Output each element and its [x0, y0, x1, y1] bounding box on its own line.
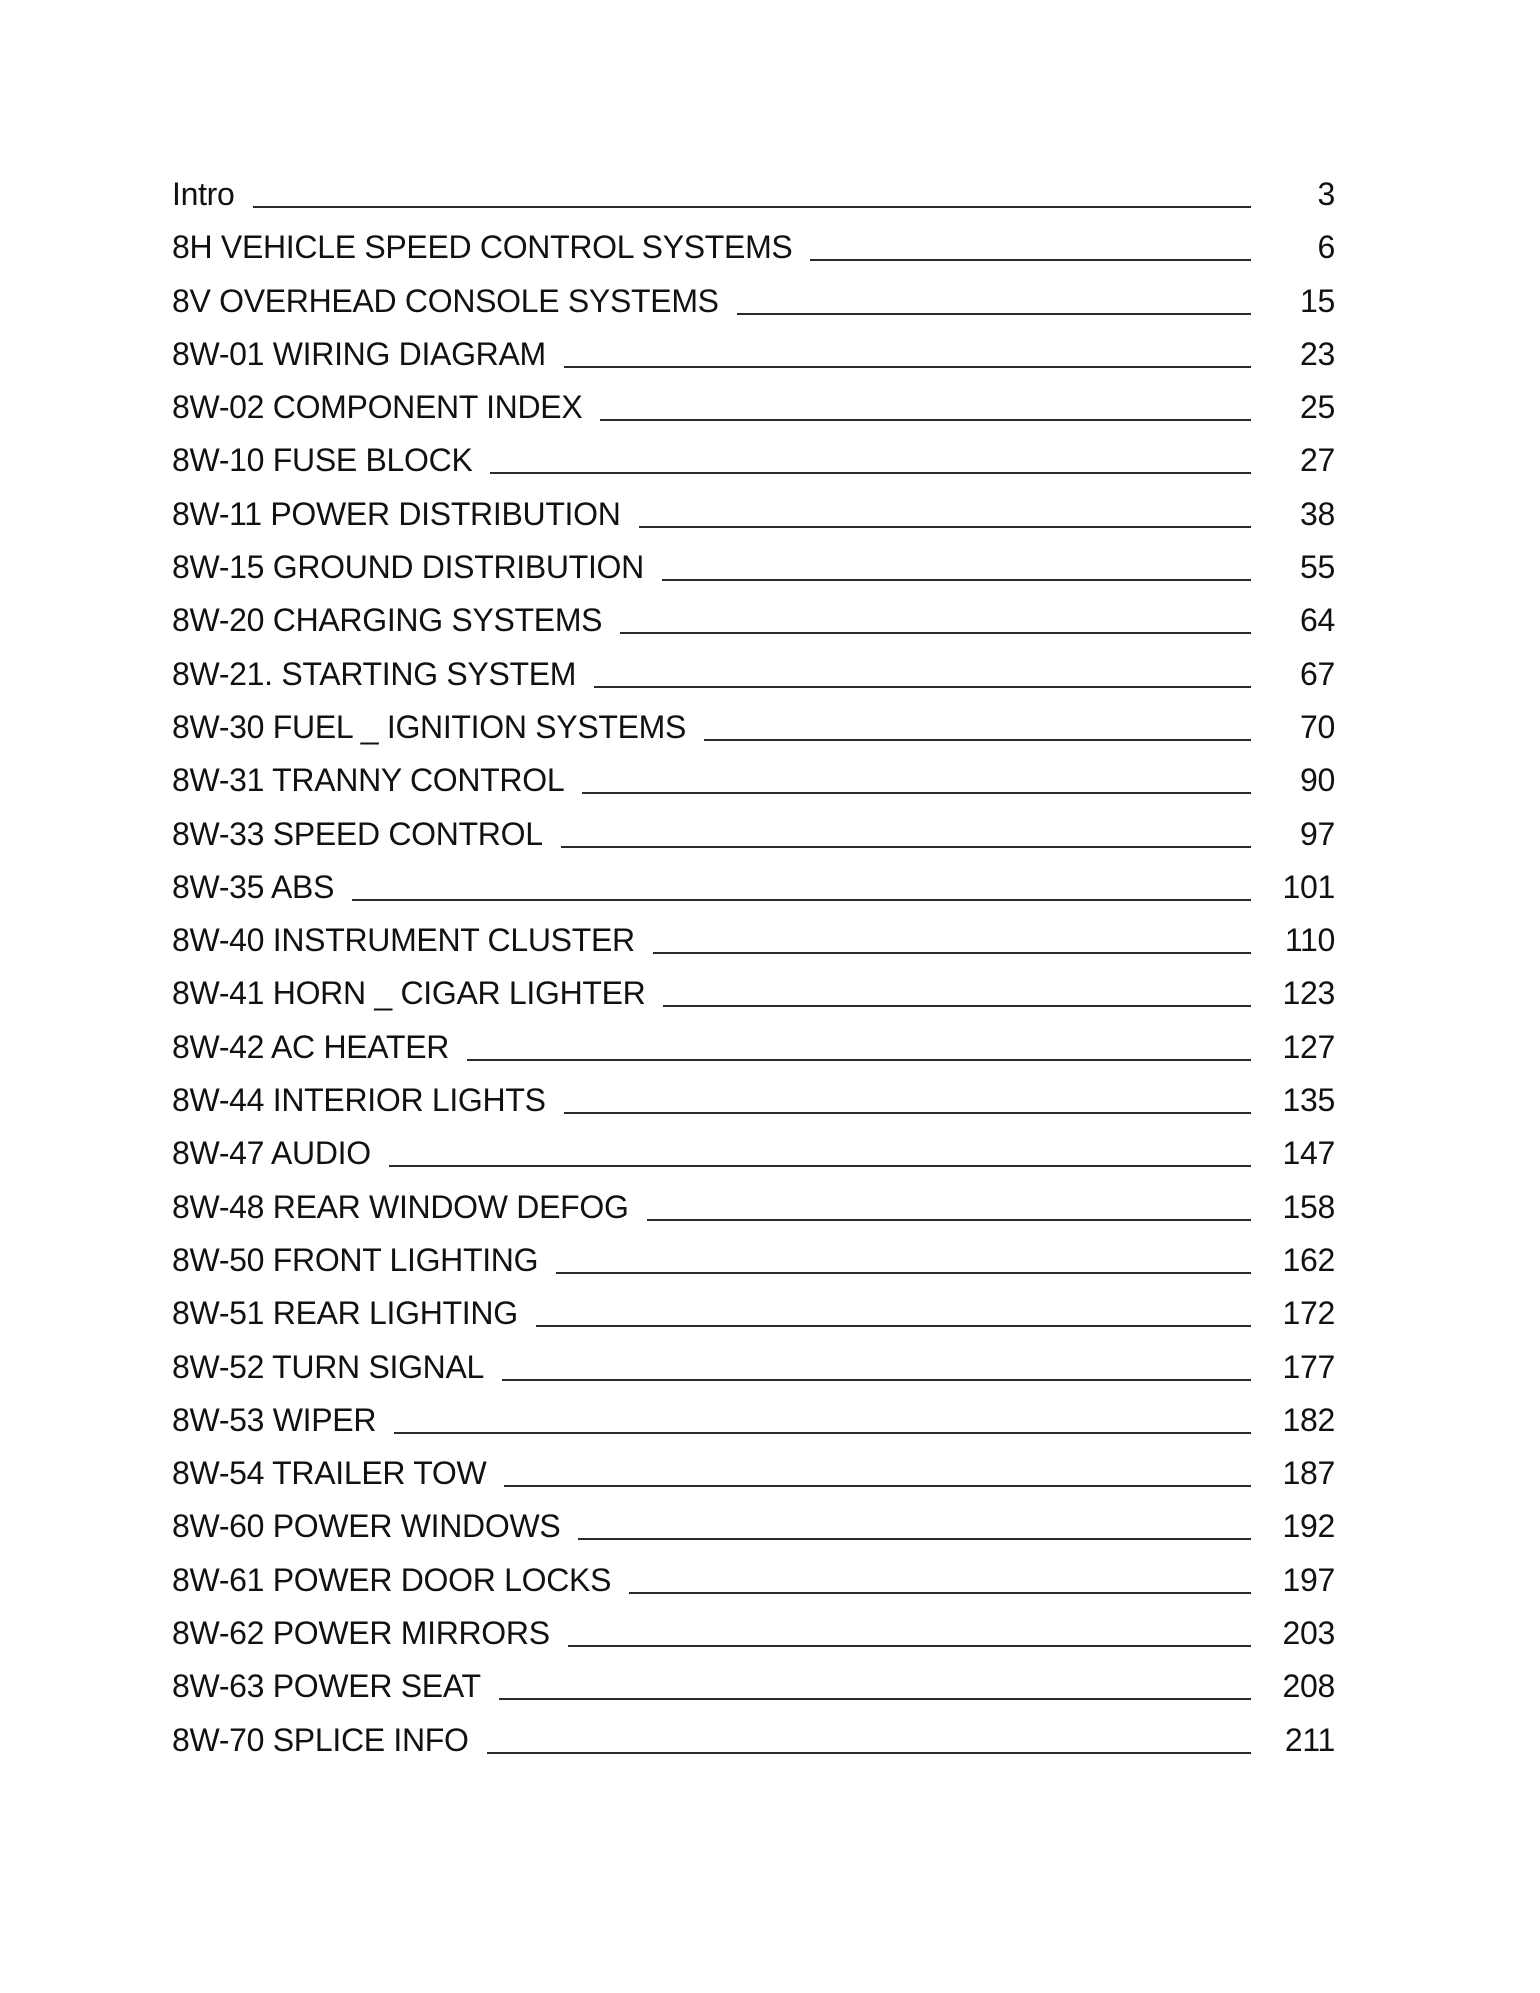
toc-entry: [172, 1341, 1335, 1394]
toc-entry-page-number: 158: [1282, 1188, 1335, 1225]
leader-line: [639, 526, 1251, 528]
toc-entry: [172, 594, 1335, 647]
toc-entry-page-number: 192: [1282, 1508, 1335, 1545]
toc-entry-page-number: 27: [1300, 442, 1335, 479]
leader-line: [352, 899, 1251, 901]
leader-line: [647, 1219, 1251, 1221]
toc-entry-page-number: 127: [1282, 1028, 1335, 1065]
toc-entry-page-number: 90: [1300, 762, 1335, 799]
toc-entry: [172, 488, 1335, 541]
toc-entry: [172, 381, 1335, 434]
leader-line: [653, 952, 1251, 954]
toc-entry-page-number: 97: [1300, 815, 1335, 852]
toc-entry-page-number: 70: [1300, 708, 1335, 745]
toc-entry: [172, 648, 1335, 701]
leader-line: [556, 1272, 1251, 1274]
toc-entry: [172, 808, 1335, 861]
toc-entry: [172, 861, 1335, 914]
toc-entry-page-number: 172: [1282, 1295, 1335, 1332]
toc-entry: [172, 754, 1335, 807]
toc-entry: [172, 328, 1335, 381]
toc-entry-label: 8W-62 POWER MIRRORS: [172, 1615, 550, 1652]
leader-line: [504, 1485, 1251, 1487]
leader-line: [536, 1325, 1251, 1327]
toc-entry-page-number: 23: [1300, 335, 1335, 372]
toc-entry-page-number: 187: [1282, 1455, 1335, 1492]
toc-entry-label: 8W-52 TURN SIGNAL: [172, 1348, 485, 1385]
leader-line: [564, 366, 1251, 368]
leader-line: [394, 1432, 1251, 1434]
toc-entry: [172, 1714, 1335, 1767]
toc-entry: [172, 1607, 1335, 1660]
leader-line: [487, 1752, 1251, 1754]
toc-entry: [172, 967, 1335, 1020]
leader-line: [662, 579, 1251, 581]
toc-entry-page-number: 64: [1300, 602, 1335, 639]
leader-line: [594, 686, 1251, 688]
toc-entry-label: 8W-47 AUDIO: [172, 1135, 371, 1172]
table-of-contents: [172, 168, 1335, 1767]
toc-entry: [172, 1660, 1335, 1713]
leader-line: [564, 1112, 1251, 1114]
toc-entry-label: 8W-30 FUEL _ IGNITION SYSTEMS: [172, 708, 687, 745]
toc-entry-page-number: 15: [1300, 282, 1335, 319]
toc-entry-page-number: 3: [1317, 176, 1335, 212]
toc-entry: [172, 221, 1335, 274]
toc-entry: [172, 914, 1335, 967]
toc-entry-page-number: 208: [1282, 1668, 1335, 1705]
toc-entry: [172, 275, 1335, 328]
toc-entry-page-number: 182: [1282, 1401, 1335, 1438]
toc-entry-label: 8W-31 TRANNY CONTROL: [172, 762, 565, 799]
toc-entry: [172, 541, 1335, 594]
leader-line: [737, 313, 1251, 315]
toc-entry: [172, 701, 1335, 754]
toc-entry-label: 8W-40 INSTRUMENT CLUSTER: [172, 922, 635, 959]
toc-entry-label: 8W-21. STARTING SYSTEM: [172, 655, 577, 692]
leader-line: [502, 1379, 1251, 1381]
leader-line: [810, 259, 1251, 261]
toc-entry-page-number: 67: [1300, 655, 1335, 692]
leader-line: [568, 1645, 1251, 1647]
toc-entry: [172, 1447, 1335, 1500]
leader-line: [663, 1005, 1251, 1007]
toc-entry: [172, 168, 1335, 221]
leader-line: [620, 632, 1251, 634]
toc-entry: [172, 1287, 1335, 1340]
toc-entry-page-number: 55: [1300, 549, 1335, 586]
leader-line: [582, 792, 1251, 794]
toc-entry-label: 8W-51 REAR LIGHTING: [172, 1295, 518, 1332]
toc-entry-label: 8W-41 HORN _ CIGAR LIGHTER: [172, 975, 646, 1012]
toc-entry-page-number: 38: [1300, 495, 1335, 532]
toc-entry-page-number: 203: [1282, 1615, 1335, 1652]
toc-entry-label: 8W-70 SPLICE INFO: [172, 1721, 469, 1758]
toc-entry: [172, 434, 1335, 487]
toc-entry: [172, 1554, 1335, 1607]
toc-entry-label: 8W-61 POWER DOOR LOCKS: [172, 1561, 612, 1598]
toc-entry-page-number: 123: [1282, 975, 1335, 1012]
toc-entry-label: 8W-02 COMPONENT INDEX: [172, 389, 583, 426]
leader-line: [389, 1165, 1251, 1167]
toc-entry-label: 8W-53 WIPER: [172, 1401, 377, 1438]
toc-entry-label: 8W-44 INTERIOR LIGHTS: [172, 1082, 546, 1119]
leader-line: [253, 206, 1251, 208]
toc-entry-page-number: 162: [1282, 1241, 1335, 1278]
toc-entry-page-number: 177: [1282, 1348, 1335, 1385]
toc-entry-page-number: 110: [1284, 922, 1335, 959]
toc-entry: [172, 1181, 1335, 1234]
toc-entry-label: 8W-35 ABS: [172, 868, 335, 905]
toc-entry: [172, 1074, 1335, 1127]
toc-entry-page-number: 101: [1282, 868, 1335, 905]
toc-entry-page-number: 135: [1282, 1082, 1335, 1119]
toc-entry-page-number: 197: [1282, 1561, 1335, 1598]
leader-line: [467, 1059, 1251, 1061]
leader-line: [490, 472, 1251, 474]
toc-entry-label: 8W-15 GROUND DISTRIBUTION: [172, 549, 644, 586]
toc-entry-label: 8W-60 POWER WINDOWS: [172, 1508, 561, 1545]
toc-entry-label: 8W-42 AC HEATER: [172, 1028, 450, 1065]
toc-entry-label: 8W-50 FRONT LIGHTING: [172, 1241, 539, 1278]
leader-line: [578, 1538, 1251, 1540]
toc-entry-label: 8W-10 FUSE BLOCK: [172, 442, 473, 479]
toc-entry-label: 8W-33 SPEED CONTROL: [172, 815, 543, 852]
toc-entry-label: 8H VEHICLE SPEED CONTROL SYSTEMS: [172, 229, 793, 266]
toc-entry: [172, 1234, 1335, 1287]
toc-entry-page-number: 211: [1284, 1721, 1335, 1758]
toc-entry: [172, 1021, 1335, 1074]
toc-entry-label: 8W-11 POWER DISTRIBUTION: [172, 495, 621, 532]
leader-line: [499, 1698, 1251, 1700]
toc-entry-label: 8W-20 CHARGING SYSTEMS: [172, 602, 603, 639]
toc-entry-label: 8W-48 REAR WINDOW DEFOG: [172, 1188, 629, 1225]
leader-line: [704, 739, 1251, 741]
toc-entry-page-number: 147: [1282, 1135, 1335, 1172]
leader-line: [561, 846, 1251, 848]
toc-entry-page-number: 6: [1317, 229, 1335, 266]
toc-entry-label: 8V OVERHEAD CONSOLE SYSTEMS: [172, 282, 719, 319]
leader-line: [600, 419, 1251, 421]
toc-entry-page-number: 25: [1300, 389, 1335, 426]
toc-entry-label: 8W-63 POWER SEAT: [172, 1668, 481, 1705]
toc-entry-label: 8W-01 WIRING DIAGRAM: [172, 335, 546, 372]
leader-line: [629, 1592, 1251, 1594]
toc-entry-label: Intro: [172, 176, 235, 212]
toc-entry: [172, 1500, 1335, 1553]
toc-entry: [172, 1394, 1335, 1447]
toc-entry-label: 8W-54 TRAILER TOW: [172, 1455, 487, 1492]
toc-entry: [172, 1127, 1335, 1180]
